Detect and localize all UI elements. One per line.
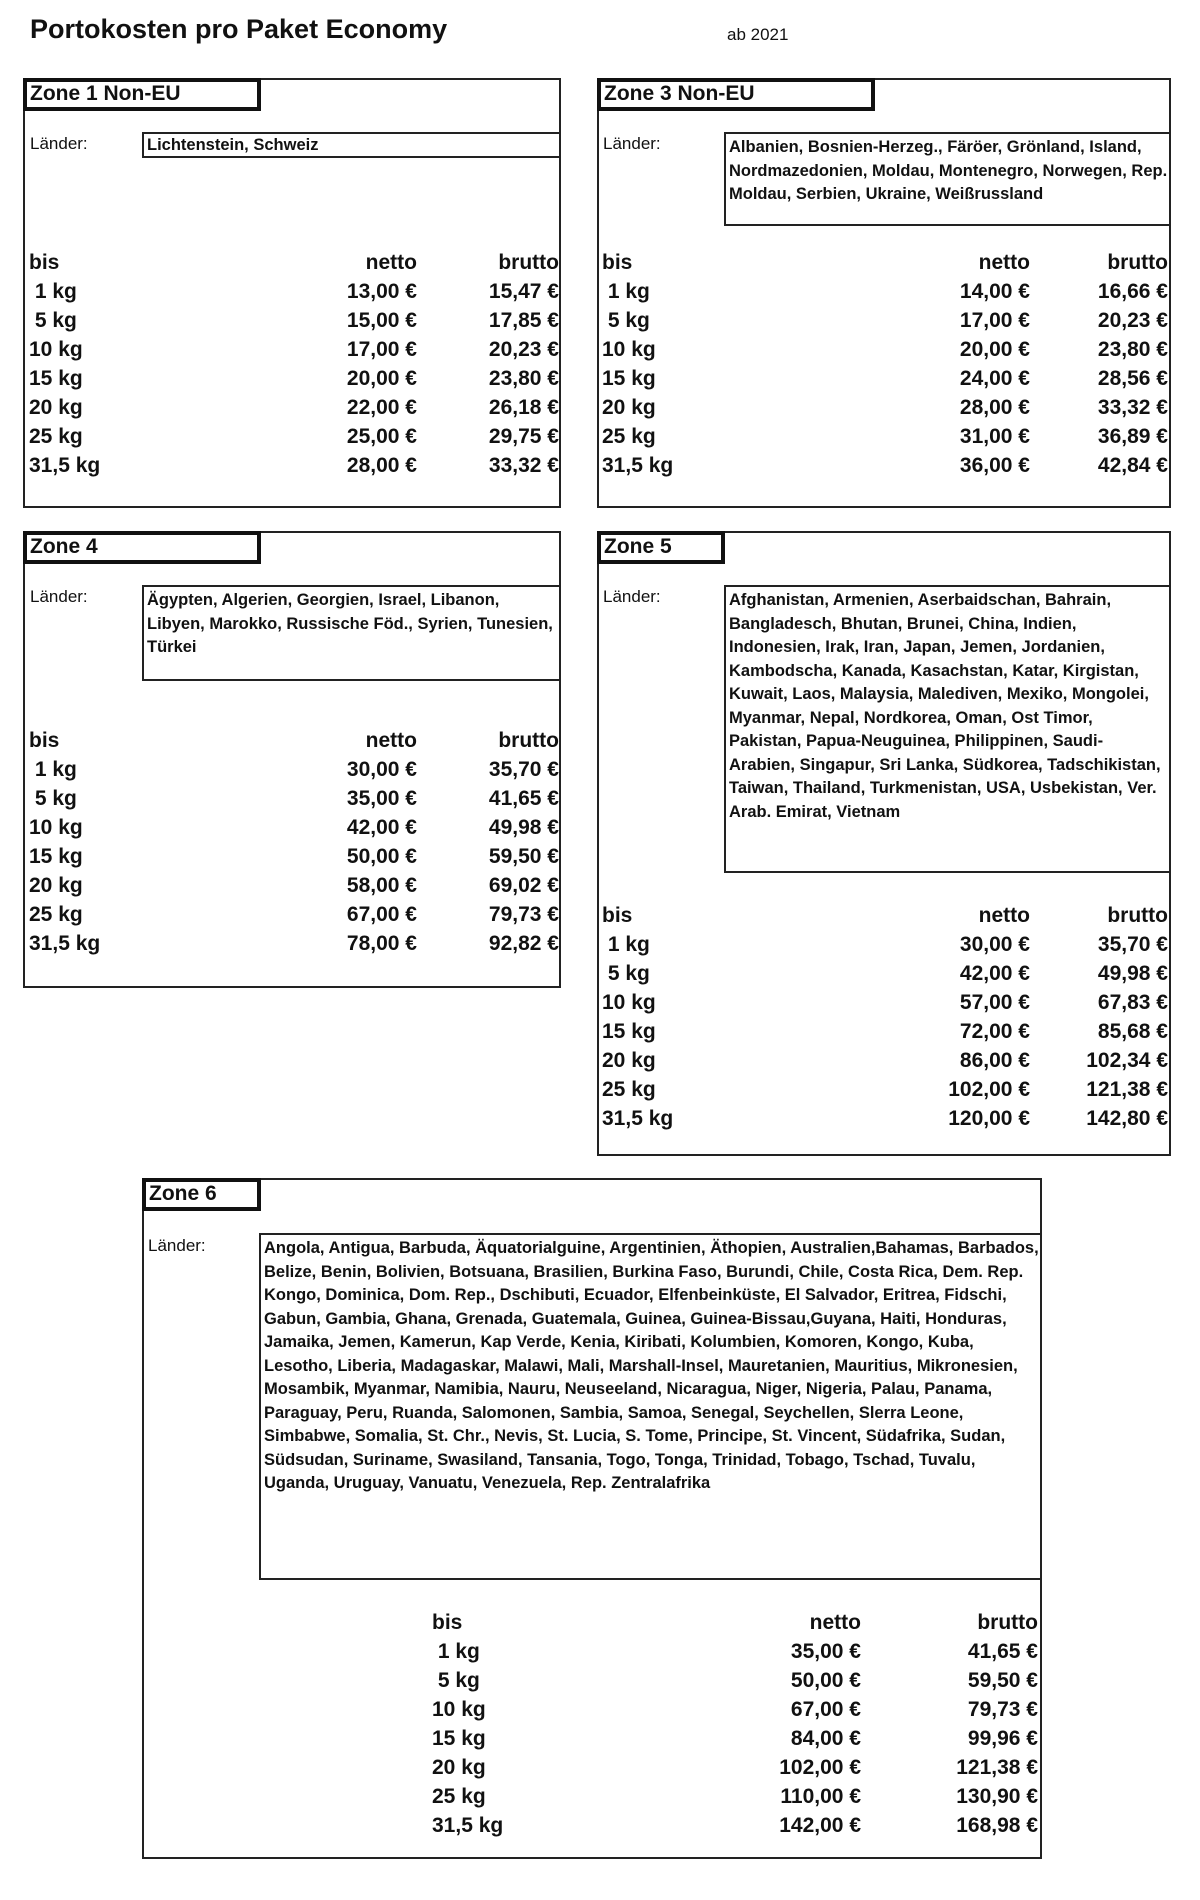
price-table-header <box>29 726 559 755</box>
price-row <box>29 813 559 842</box>
price-row <box>29 842 559 871</box>
price-table-header <box>29 248 559 277</box>
price-table-header <box>432 1608 1038 1637</box>
weight-cell: 5 kg <box>29 787 77 810</box>
net-price-cell: 17,00 € <box>346 338 417 361</box>
gross-price-cell: 142,80 € <box>1086 1107 1168 1130</box>
net-price-cell: 24,00 € <box>959 367 1030 390</box>
zone-1-price-table <box>29 248 559 488</box>
col-gross-header: brutto <box>1107 251 1168 274</box>
net-price-cell: 57,00 € <box>959 991 1030 1014</box>
weight-cell: 20 kg <box>29 396 83 419</box>
zone-6-title: Zone 6 <box>142 1178 261 1211</box>
gross-price-cell: 35,70 € <box>1097 933 1168 956</box>
price-row <box>602 930 1168 959</box>
col-net-header: netto <box>365 729 417 752</box>
zone-1-countries: Lichtenstein, Schweiz <box>142 132 561 158</box>
price-row <box>29 900 559 929</box>
weight-cell: 31,5 kg <box>602 1107 674 1130</box>
net-price-cell: 30,00 € <box>346 758 417 781</box>
col-weight-header: bis <box>602 904 633 927</box>
price-row <box>602 393 1168 422</box>
zone-3-panel <box>597 78 1171 508</box>
gross-price-cell: 15,47 € <box>488 280 559 303</box>
net-price-cell: 35,00 € <box>790 1640 861 1663</box>
gross-price-cell: 33,32 € <box>488 454 559 477</box>
weight-cell: 1 kg <box>602 280 650 303</box>
price-row <box>602 959 1168 988</box>
net-price-cell: 25,00 € <box>346 425 417 448</box>
gross-price-cell: 16,66 € <box>1097 280 1168 303</box>
net-price-cell: 42,00 € <box>959 962 1030 985</box>
net-price-cell: 30,00 € <box>959 933 1030 956</box>
net-price-cell: 142,00 € <box>779 1814 861 1837</box>
price-row <box>29 755 559 784</box>
net-price-cell: 58,00 € <box>346 874 417 897</box>
net-price-cell: 120,00 € <box>948 1107 1030 1130</box>
price-row <box>602 988 1168 1017</box>
weight-cell: 1 kg <box>432 1640 480 1663</box>
net-price-cell: 102,00 € <box>779 1756 861 1779</box>
gross-price-cell: 20,23 € <box>1097 309 1168 332</box>
zone-3-countries: Albanien, Bosnien-Herzeg., Färöer, Grönland, Island, Nordmazedonien, Moldau, Montenegro, Norwegen, Rep. Moldau, Serbien, Ukraine, Weißrussland <box>724 132 1171 226</box>
net-price-cell: 28,00 € <box>346 454 417 477</box>
price-row <box>602 277 1168 306</box>
col-gross-header: brutto <box>498 251 559 274</box>
weight-cell: 25 kg <box>29 903 83 926</box>
price-row <box>432 1666 1038 1695</box>
zone-6-panel <box>142 1178 1042 1859</box>
valid-from-label: ab 2021 <box>727 25 789 44</box>
net-price-cell: 78,00 € <box>346 932 417 955</box>
gross-price-cell: 42,84 € <box>1097 454 1168 477</box>
net-price-cell: 36,00 € <box>959 454 1030 477</box>
net-price-cell: 31,00 € <box>959 425 1030 448</box>
net-price-cell: 86,00 € <box>959 1049 1030 1072</box>
price-row <box>432 1753 1038 1782</box>
net-price-cell: 67,00 € <box>790 1698 861 1721</box>
gross-price-cell: 69,02 € <box>488 874 559 897</box>
weight-cell: 5 kg <box>29 309 77 332</box>
gross-price-cell: 49,98 € <box>1097 962 1168 985</box>
col-net-header: netto <box>978 904 1030 927</box>
price-row <box>432 1782 1038 1811</box>
gross-price-cell: 23,80 € <box>488 367 559 390</box>
net-price-cell: 102,00 € <box>948 1078 1030 1101</box>
price-row <box>29 929 559 958</box>
gross-price-cell: 121,38 € <box>956 1756 1038 1779</box>
weight-cell: 31,5 kg <box>29 454 101 477</box>
price-row <box>602 1017 1168 1046</box>
price-row <box>602 451 1168 480</box>
zone-3-title: Zone 3 Non-EU <box>597 78 875 111</box>
gross-price-cell: 79,73 € <box>967 1698 1038 1721</box>
weight-cell: 31,5 kg <box>29 932 101 955</box>
gross-price-cell: 29,75 € <box>488 425 559 448</box>
gross-price-cell: 28,56 € <box>1097 367 1168 390</box>
gross-price-cell: 130,90 € <box>956 1785 1038 1808</box>
weight-cell: 20 kg <box>432 1756 486 1779</box>
weight-cell: 5 kg <box>602 962 650 985</box>
zone-5-price-table <box>602 901 1168 1141</box>
price-row <box>602 364 1168 393</box>
weight-cell: 10 kg <box>432 1698 486 1721</box>
weight-cell: 25 kg <box>29 425 83 448</box>
price-row <box>29 393 559 422</box>
net-price-cell: 35,00 € <box>346 787 417 810</box>
price-row <box>602 306 1168 335</box>
price-row <box>602 422 1168 451</box>
gross-price-cell: 36,89 € <box>1097 425 1168 448</box>
gross-price-cell: 168,98 € <box>956 1814 1038 1837</box>
weight-cell: 5 kg <box>432 1669 480 1692</box>
weight-cell: 10 kg <box>602 338 656 361</box>
gross-price-cell: 33,32 € <box>1097 396 1168 419</box>
gross-price-cell: 102,34 € <box>1086 1049 1168 1072</box>
zone-5-panel <box>597 531 1171 1156</box>
zone-4-panel <box>23 531 561 988</box>
net-price-cell: 50,00 € <box>346 845 417 868</box>
weight-cell: 5 kg <box>602 309 650 332</box>
zone-5-title: Zone 5 <box>597 531 725 564</box>
price-row <box>29 277 559 306</box>
gross-price-cell: 23,80 € <box>1097 338 1168 361</box>
net-price-cell: 15,00 € <box>346 309 417 332</box>
weight-cell: 15 kg <box>432 1727 486 1750</box>
gross-price-cell: 41,65 € <box>967 1640 1038 1663</box>
countries-label: Länder: <box>603 134 661 153</box>
price-row <box>29 784 559 813</box>
weight-cell: 1 kg <box>602 933 650 956</box>
weight-cell: 15 kg <box>29 845 83 868</box>
gross-price-cell: 20,23 € <box>488 338 559 361</box>
weight-cell: 10 kg <box>602 991 656 1014</box>
weight-cell: 20 kg <box>29 874 83 897</box>
net-price-cell: 20,00 € <box>959 338 1030 361</box>
zone-4-countries: Ägypten, Algerien, Georgien, Israel, Libanon, Libyen, Marokko, Russische Föd., Syrien, Tunesien, Türkei <box>142 585 561 681</box>
price-row <box>29 306 559 335</box>
gross-price-cell: 121,38 € <box>1086 1078 1168 1101</box>
weight-cell: 25 kg <box>602 425 656 448</box>
net-price-cell: 67,00 € <box>346 903 417 926</box>
gross-price-cell: 67,83 € <box>1097 991 1168 1014</box>
price-row <box>29 871 559 900</box>
col-net-header: netto <box>978 251 1030 274</box>
page-title: Portokosten pro Paket Economy <box>30 14 448 44</box>
net-price-cell: 28,00 € <box>959 396 1030 419</box>
zone-6-price-table <box>432 1608 1038 1848</box>
col-weight-header: bis <box>602 251 633 274</box>
weight-cell: 1 kg <box>29 280 77 303</box>
zone-4-price-table <box>29 726 559 966</box>
gross-price-cell: 79,73 € <box>488 903 559 926</box>
col-gross-header: brutto <box>498 729 559 752</box>
col-gross-header: brutto <box>977 1611 1038 1634</box>
net-price-cell: 14,00 € <box>959 280 1030 303</box>
weight-cell: 25 kg <box>432 1785 486 1808</box>
price-row <box>602 1104 1168 1133</box>
gross-price-cell: 17,85 € <box>488 309 559 332</box>
price-row <box>29 335 559 364</box>
gross-price-cell: 26,18 € <box>488 396 559 419</box>
countries-label: Länder: <box>603 587 661 606</box>
weight-cell: 15 kg <box>602 367 656 390</box>
weight-cell: 31,5 kg <box>432 1814 504 1837</box>
col-weight-header: bis <box>29 729 60 752</box>
col-gross-header: brutto <box>1107 904 1168 927</box>
gross-price-cell: 35,70 € <box>488 758 559 781</box>
net-price-cell: 17,00 € <box>959 309 1030 332</box>
zone-6-countries: Angola, Antigua, Barbuda, Äquatorialguine, Argentinien, Äthopien, Australien,Bahamas, Barbados, Belize, Benin, Bolivien, Botsuana, Brasilien, Burkina Faso, Burundi, Chile, Costa Rica, Dem. Rep. Kongo, Dominica, Dom. Rep., Dschibuti, Ecuador, Elfenbeinküste, El Salvador, Eritrea, Fidschi, Gabun, Gambia, Ghana, Grenada, Guatemala, Guinea, Guinea-Bissau,Guyana, Haiti, Honduras, Jamaika, Jemen, Kamerun, Kap Verde, Kenia, Kiribati, Kolumbien, Komoren, Kongo, Kuba, Lesotho, Liberia, Madagaskar, Malawi, Mali, Marshall-Insel, Mauretanien, Mauritius, Mikronesien, Mosambik, Myanmar, Namibia, Nauru, Neuseeland, Nicaragua, Niger, Nigeria, Palau, Panama, Paraguay, Peru, Ruanda, Salomonen, Sambia, Samoa, Senegal, Seychellen, Slerra Leone, Simbabwe, Somalia, St. Chr., Nevis, St. Lucia, S. Tome, Principe, St. Vincent, Südafrika, Sudan, Südsudan, Suriname, Swasiland, Tansania, Togo, Tonga, Trinidad, Tobago, Tschad, Tuvalu, Uganda, Uruguay, Vanuatu, Venezuela, Rep. Zentralafrika <box>259 1233 1042 1580</box>
col-weight-header: bis <box>432 1611 463 1634</box>
price-row <box>29 364 559 393</box>
gross-price-cell: 85,68 € <box>1097 1020 1168 1043</box>
zone-1-title: Zone 1 Non-EU <box>23 78 261 111</box>
zone-1-panel <box>23 78 561 508</box>
gross-price-cell: 59,50 € <box>488 845 559 868</box>
weight-cell: 20 kg <box>602 396 656 419</box>
price-table-header <box>602 901 1168 930</box>
gross-price-cell: 49,98 € <box>488 816 559 839</box>
net-price-cell: 50,00 € <box>790 1669 861 1692</box>
price-row <box>29 422 559 451</box>
weight-cell: 31,5 kg <box>602 454 674 477</box>
weight-cell: 1 kg <box>29 758 77 781</box>
price-row <box>602 1075 1168 1104</box>
countries-label: Länder: <box>148 1236 206 1255</box>
net-price-cell: 22,00 € <box>346 396 417 419</box>
price-row <box>602 335 1168 364</box>
zone-4-title: Zone 4 <box>23 531 261 564</box>
net-price-cell: 110,00 € <box>780 1785 861 1808</box>
gross-price-cell: 41,65 € <box>488 787 559 810</box>
gross-price-cell: 59,50 € <box>967 1669 1038 1692</box>
zone-5-countries: Afghanistan, Armenien, Aserbaidschan, Bahrain, Bangladesch, Bhutan, Brunei, China, Indien, Indonesien, Irak, Iran, Japan, Jemen, Jordanien, Kambodscha, Kanada, Kasachstan, Katar, Kirgistan, Kuwait, Laos, Malaysia, Malediven, Mexiko, Mongolei, Myanmar, Nepal, Nordkorea, Oman, Ost Timor, Pakistan, Papua-Neuguinea, Philippinen, Saudi-Arabien, Singapur, Sri Lanka, Südkorea, Tadschikistan, Taiwan, Thailand, Turkmenistan, USA, Usbekistan, Ver. Arab. Emirat, Vietnam <box>724 585 1171 873</box>
weight-cell: 20 kg <box>602 1049 656 1072</box>
zone-3-price-table <box>602 248 1168 488</box>
weight-cell: 15 kg <box>29 367 83 390</box>
countries-label: Länder: <box>30 134 88 153</box>
net-price-cell: 72,00 € <box>959 1020 1030 1043</box>
weight-cell: 10 kg <box>29 816 83 839</box>
price-row <box>29 451 559 480</box>
price-row <box>432 1811 1038 1840</box>
price-row <box>432 1724 1038 1753</box>
gross-price-cell: 92,82 € <box>488 932 559 955</box>
weight-cell: 10 kg <box>29 338 83 361</box>
price-table-header <box>602 248 1168 277</box>
weight-cell: 15 kg <box>602 1020 656 1043</box>
net-price-cell: 13,00 € <box>346 280 417 303</box>
col-net-header: netto <box>809 1611 861 1634</box>
price-row <box>432 1695 1038 1724</box>
price-row <box>432 1637 1038 1666</box>
col-weight-header: bis <box>29 251 60 274</box>
countries-label: Länder: <box>30 587 88 606</box>
net-price-cell: 84,00 € <box>790 1727 861 1750</box>
net-price-cell: 42,00 € <box>346 816 417 839</box>
col-net-header: netto <box>365 251 417 274</box>
net-price-cell: 20,00 € <box>346 367 417 390</box>
gross-price-cell: 99,96 € <box>967 1727 1038 1750</box>
price-row <box>602 1046 1168 1075</box>
weight-cell: 25 kg <box>602 1078 656 1101</box>
